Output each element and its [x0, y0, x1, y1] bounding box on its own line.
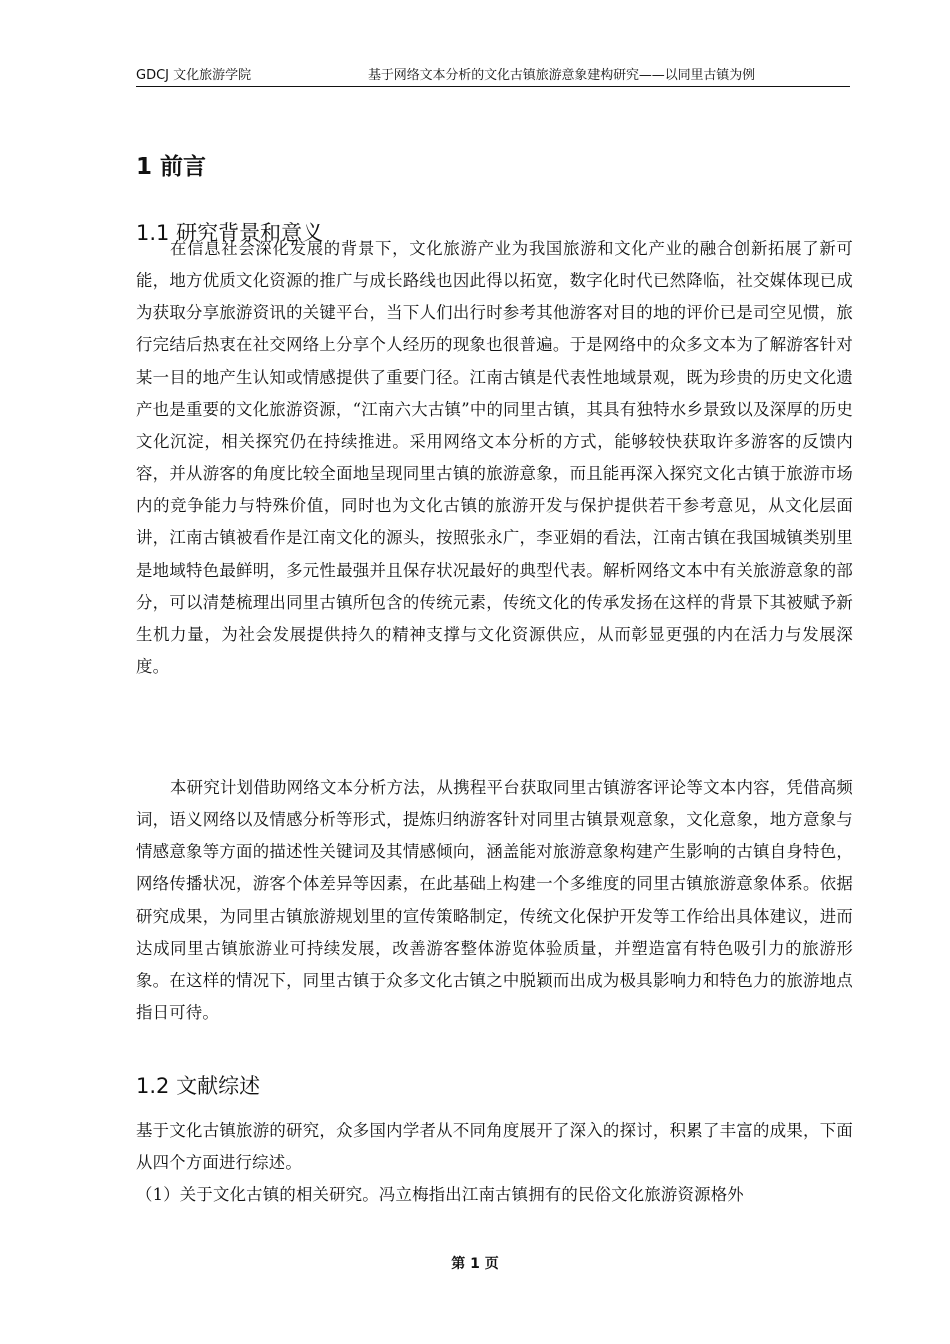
page-number: 第 1 页 — [451, 1256, 499, 1272]
header-institution: GDCJ 文化旅游学院 — [136, 68, 252, 83]
section-title-1-1: 1.1 研究背景和意义 — [136, 221, 324, 245]
paragraph-review-intro: 基于文化古镇旅游的研究，众多国内学者从不同角度展开了深入的探讨，积累了丰富的成果，下面从四个方面进行综述。 — [136, 1121, 853, 1173]
paragraph-review-item-1: （1）关于文化古镇的相关研究。冯立梅指出江南古镇拥有的民俗文化旅游资源格外 — [136, 1185, 744, 1204]
paragraph-background: 在信息社会深化发展的背景下，文化旅游产业为我国旅游和文化产业的融合创新拓展了新可能，地方优质文化资源的推广与成长路线也因此得以拓宽，数字化时代已然降临，社交媒体现已成为获取分享旅游资讯的关键平台，当下人们出行时参考其他游客对目的地的评价已是司空见惯，旅行完结后热衷在社交网络上分享个人经历的现象也很普遍。于是网络中的众多文本为了解游客针对某一目的地产生认知或情感提供了重要门径。江南古镇是代表性地域景观，既为珍贵的历史文化遗产也是重要的文化旅游资源，“江南六大古镇”中的同里古镇，其具有独特水乡景致以及深厚的历史文化沉淀，相关探究仍在持续推进。采用网络文本分析的方式，能够较快获取许多游客的反馈内容，并从游客的角度比较全面地呈现同里古镇的旅游意象，而且能再深入探究文化古镇于旅游市场内的竞争能力与特殊价值，同时也为文化古镇的旅游开发与保护提供若干参考意见，从文化层面讲，江南古镇被看作是江南文化的源头，按照张永广，李亚娟的看法，江南古镇在我国城镇类别里是地域特色最鲜明，多元性最强并且保存状况最好的典型代表。解析网络文本中有关旅游意象的部分，可以清楚梳理出同里古镇所包含的传统元素，传统文化的传承发扬在这样的背景下其被赋予新生机力量，为社会发展提供持久的精神支撑与文化资源供应，从而彰显更强的内在活力与发展深度。 — [136, 239, 853, 677]
running-header — [136, 66, 850, 87]
header-thesis-title: 基于网络文本分析的文化古镇旅游意象建构研究——以同里古镇为例 — [368, 68, 756, 83]
section-title-1-2: 1.2 文献综述 — [136, 1074, 261, 1098]
chapter-title: 1 前言 — [136, 154, 207, 180]
paragraph-research-plan: 本研究计划借助网络文本分析方法，从携程平台获取同里古镇游客评论等文本内容，凭借高频词，语义网络以及情感分析等形式，提炼归纳游客针对同里古镇景观意象，文化意象，地方意象与情感意象等方面的描述性关键词及其情感倾向，涵盖能对旅游意象构建产生影响的古镇自身特色，网络传播状况，游客个体差异等因素，在此基础上构建一个多维度的同里古镇旅游意象体系。依据研究成果，为同里古镇旅游规划里的宣传策略制定，传统文化保护开发等工作给出具体建议，进而达成同里古镇旅游业可持续发展，改善游客整体游览体验质量，并塑造富有特色吸引力的旅游形象。在这样的情况下，同里古镇于众多文化古镇之中脱颖而出成为极具影响力和特色力的旅游地点指日可待。 — [136, 778, 853, 1023]
